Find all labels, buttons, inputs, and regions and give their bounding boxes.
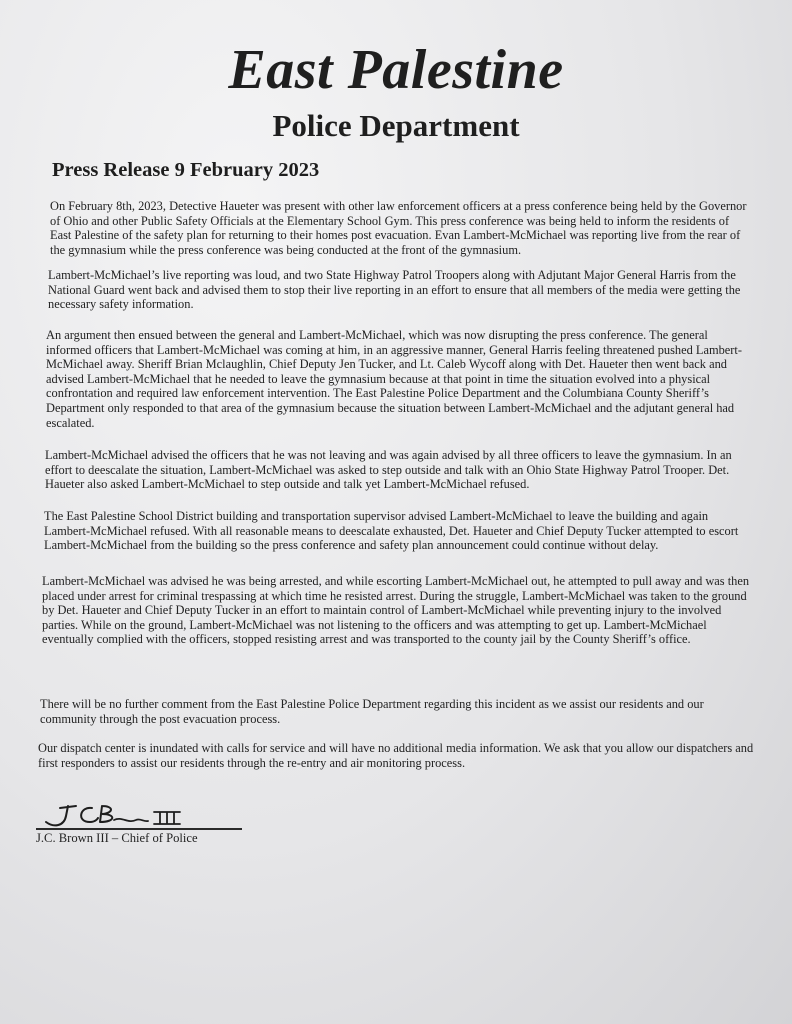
paragraph-no-further-comment: There will be no further comment from the East Palestine Police Department regarding this incident as we assist our residents and our community through the post evacuation process. xyxy=(40,697,704,726)
press-release-title: Press Release 9 February 2023 xyxy=(52,159,320,181)
paragraph-refusal: Lambert-McMichael advised the officers that he was not leaving and was again advised by all three officers to leave the gymnasium. In an effort to deescalate the situation, Lambert-McMichael was asked to step outside and talk with an Ohio State Highway Patrol Trooper. Det. Haueter also asked Lambert-McMichael to step outside and talk yet Lambert-McMichael refused. xyxy=(45,448,732,492)
paragraph-live-reporting: Lambert-McMichael’s live reporting was loud, and two State Highway Patrol Troopers along with Adjutant Major General Harris from the National Guard went back and advised them to stop their live reporting in an effort to ensure that all members of the media were getting the necessary safety information. xyxy=(48,268,741,312)
paragraph-dispatch-center: Our dispatch center is inundated with calls for service and will have no additional media information. We ask that you allow our dispatchers and first responders to assist our residents through the re-entry and air monitoring process. xyxy=(38,741,754,770)
paragraph-arrest: Lambert-McMichael was advised he was being arrested, and while escorting Lambert-McMichael out, he attempted to pull away and was then placed under arrest for criminal trespassing at which time he resisted arrest. During the struggle, Lambert-McMichael was taken to the ground by Det. Haueter and Chief Deputy Tucker in an effort to maintain control of Lambert-McMichael while preventing injury to the involved parties. While on the ground, Lambert-McMichael was not listening to the officers and was attempting to get up. Lambert-McMichael eventually complied with the officers, stopped resisting arrest and was transported to the county jail by the County Sheriff’s office. xyxy=(42,574,750,647)
signature-block xyxy=(36,800,256,850)
signer-name: J.C. Brown III – Chief of Police xyxy=(36,831,198,845)
department-subtitle: Police Department xyxy=(272,108,520,143)
paragraph-argument: An argument then ensued between the general and Lambert-McMichael, which was now disrupting the press conference. The general informed officers that Lambert-McMichael was coming at him, in an aggressive manner, General Harris feeling threatened pushed Lambert-McMichael away. Sheriff Brian Mclaughlin, Chief Deputy Jen Tucker, and Lt. Caleb Wycoff along with Det. Haueter then went back and advised Lambert-McMichael that he needed to leave the gymnasium because at that point in time the situation evolved into a physical confrontation and required law enforcement intervention. The East Palestine Police Department and the Columbiana County Sheriff’s Department only responded to that area of the gymnasium because the situation between Lambert-McMichael and the adjutant general had escalated. xyxy=(46,328,742,430)
paragraph-escort: The East Palestine School District building and transportation supervisor advised Lambert-McMichael to leave the building and again Lambert-McMichael refused. With all reasonable means to deescalate exhausted, Det. Haueter and Chief Deputy Tucker attempted to escort Lambert-McMichael from the building so the press conference and safety plan announcement could continue without delay. xyxy=(44,509,739,553)
department-title: East Palestine xyxy=(228,39,564,101)
signature-line xyxy=(36,828,242,830)
handwritten-signature xyxy=(40,800,190,830)
paragraph-press-conference: On February 8th, 2023, Detective Haueter was present with other law enforcement officers at a press conference being held by the Governor of Ohio and other Public Safety Officials at the Elementary School Gym. This press conference was being held to inform the residents of East Palestine of the safety plan for returning to their homes post evacuation. Evan Lambert-McMichael was reporting live from the rear of the gymnasium while the press conference was being conducted at the front of the gymnasium. xyxy=(50,199,747,257)
